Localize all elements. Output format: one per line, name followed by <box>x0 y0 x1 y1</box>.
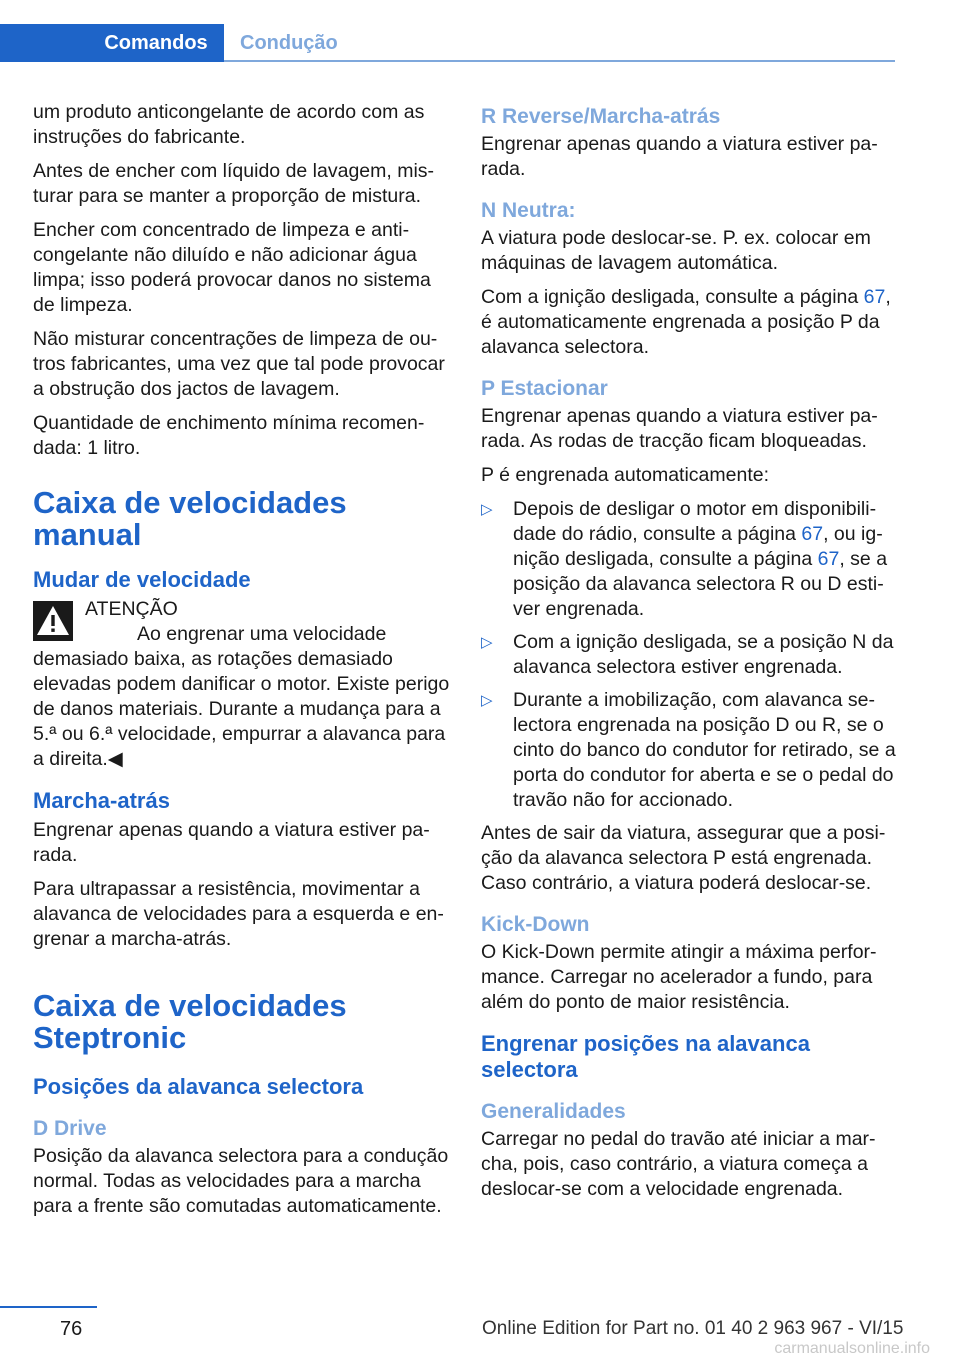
paragraph: um produto anticongelante de acordo com as instruções do fabricante. <box>33 101 425 148</box>
paragraph: P é engrenada automaticamente: <box>481 464 770 486</box>
heading-selector-positions: Posições da alavanca selectora <box>33 1074 364 1099</box>
paragraph: Carregar no pedal do travão até iniciar a marcha, pois, caso contrário, a viatura começa a deslocar-se com a velocidade engrenada. <box>481 1128 876 1200</box>
paragraph: Para ultrapassar a resistência, movimentar a alavanca de velocidades para a esquerda e engrenar a marcha-atrás. <box>33 878 444 950</box>
page-link[interactable]: 67 <box>817 548 840 570</box>
paragraph: Encher com concentrado de limpeza e anticongelante não diluído e não adicionar água limpa; isso poderá provocar danos no sistema de limpeza. <box>33 219 431 316</box>
tab-conducao[interactable]: Condução <box>240 31 338 54</box>
triangle-bullet-icon: ▷ <box>481 501 493 518</box>
header-tabs <box>0 24 895 62</box>
footer-rule <box>0 1306 97 1308</box>
heading-park: P Estacionar <box>481 377 608 400</box>
tab-comandos[interactable]: Comandos <box>0 24 224 62</box>
list-item: ▷ Com a ignição desligada, se a posição N da alavanca selectora estiver engrenada. <box>481 631 894 678</box>
warning-title: ATENÇÃO <box>85 598 178 620</box>
paragraph: O Kick-Down permite atingir a máxima performance. Carregar no acelerador a fundo, para além do ponto de maior resistência. <box>481 941 877 1013</box>
paragraph: Engrenar apenas quando a viatura estiver parada. <box>33 819 430 866</box>
paragraph: Engrenar apenas quando a viatura estiver parada. As rodas de tracção ficam bloqueadas. <box>481 405 878 452</box>
heading-steptronic: Caixa de velocidades Steptronic <box>33 988 347 1055</box>
paragraph: Com a ignição desligada, consulte a página 67, é automaticamente engrenada a posição P da alavanca selectora. <box>481 286 891 358</box>
heading-change-gear: Mudar de velocidade <box>33 567 251 592</box>
list-item: ▷ Durante a imobilização, com alavanca selectora engrenada na posição D ou R, se o cinto do banco do condutor for retirado, se a porta do condutor for aberta e se o pedal do travão não for accionado. <box>481 689 896 811</box>
paragraph: Não misturar concentrações de limpeza de outros fabricantes, uma vez que tal pode provocar a obstrução dos jactos de lavagem. <box>33 328 445 400</box>
warning-icon <box>33 601 73 641</box>
warning-block <box>33 597 453 772</box>
page-number: 76 <box>60 1318 83 1340</box>
warning-text: Ao engrenar uma velocidade demasiado baixa, as rotações demasiado elevadas podem danificar o motor. Existe perigo de danos materiais. Durante a mudança para a 5.ª ou 6.ª velocidade, empurrar a alavanca para a direita.◀ <box>33 623 450 770</box>
heading-general: Generalidades <box>481 1100 626 1123</box>
bullet-list <box>481 497 901 813</box>
header-rule <box>224 60 895 62</box>
watermark: carmanualsonline.info <box>774 1340 930 1357</box>
left-column <box>33 100 453 1228</box>
heading-manual-gearbox: Caixa de velocidades manual <box>33 485 347 552</box>
paragraph: A viatura pode deslocar-se. P. ex. colocar em máquinas de lavagem automática. <box>481 227 871 274</box>
paragraph: Quantidade de enchimento mínima recomendada: 1 litro. <box>33 412 425 459</box>
right-column <box>481 100 901 1211</box>
heading-engage-positions: Engrenar posições na alavanca selectora <box>481 1031 810 1082</box>
paragraph: Posição da alavanca selectora para a condução normal. Todas as velocidades para a marcha para a frente são comutadas automaticamente. <box>33 1145 449 1217</box>
triangle-bullet-icon: ▷ <box>481 692 493 709</box>
list-item: ▷ Depois de desligar o motor em disponibilidade do rádio, consulte a página 67, ou ignição desligada, consulte a página 67, se a posição da alavanca selectora R ou D estiver engrenada. <box>481 498 888 620</box>
heading-reverse: Marcha-atrás <box>33 788 170 813</box>
heading-kick-down: Kick-Down <box>481 913 590 936</box>
heading-drive: D Drive <box>33 1117 107 1140</box>
paragraph: Antes de encher com líquido de lavagem, misturar para se manter a proporção de mistura. <box>33 160 435 207</box>
page-link[interactable]: 67 <box>863 286 886 308</box>
page-link[interactable]: 67 <box>801 523 824 545</box>
heading-neutral: N Neutra: <box>481 199 576 222</box>
heading-reverse-position: R Reverse/Marcha-atrás <box>481 105 721 128</box>
paragraph: Engrenar apenas quando a viatura estiver parada. <box>481 133 878 180</box>
triangle-bullet-icon: ▷ <box>481 634 493 651</box>
paragraph: Antes de sair da viatura, assegurar que a posição da alavanca selectora P está engrenada. Caso contrário, a viatura poderá deslocar-se. <box>481 822 886 894</box>
edition-text: Online Edition for Part no. 01 40 2 963 967 - VI/15 <box>482 1318 904 1339</box>
